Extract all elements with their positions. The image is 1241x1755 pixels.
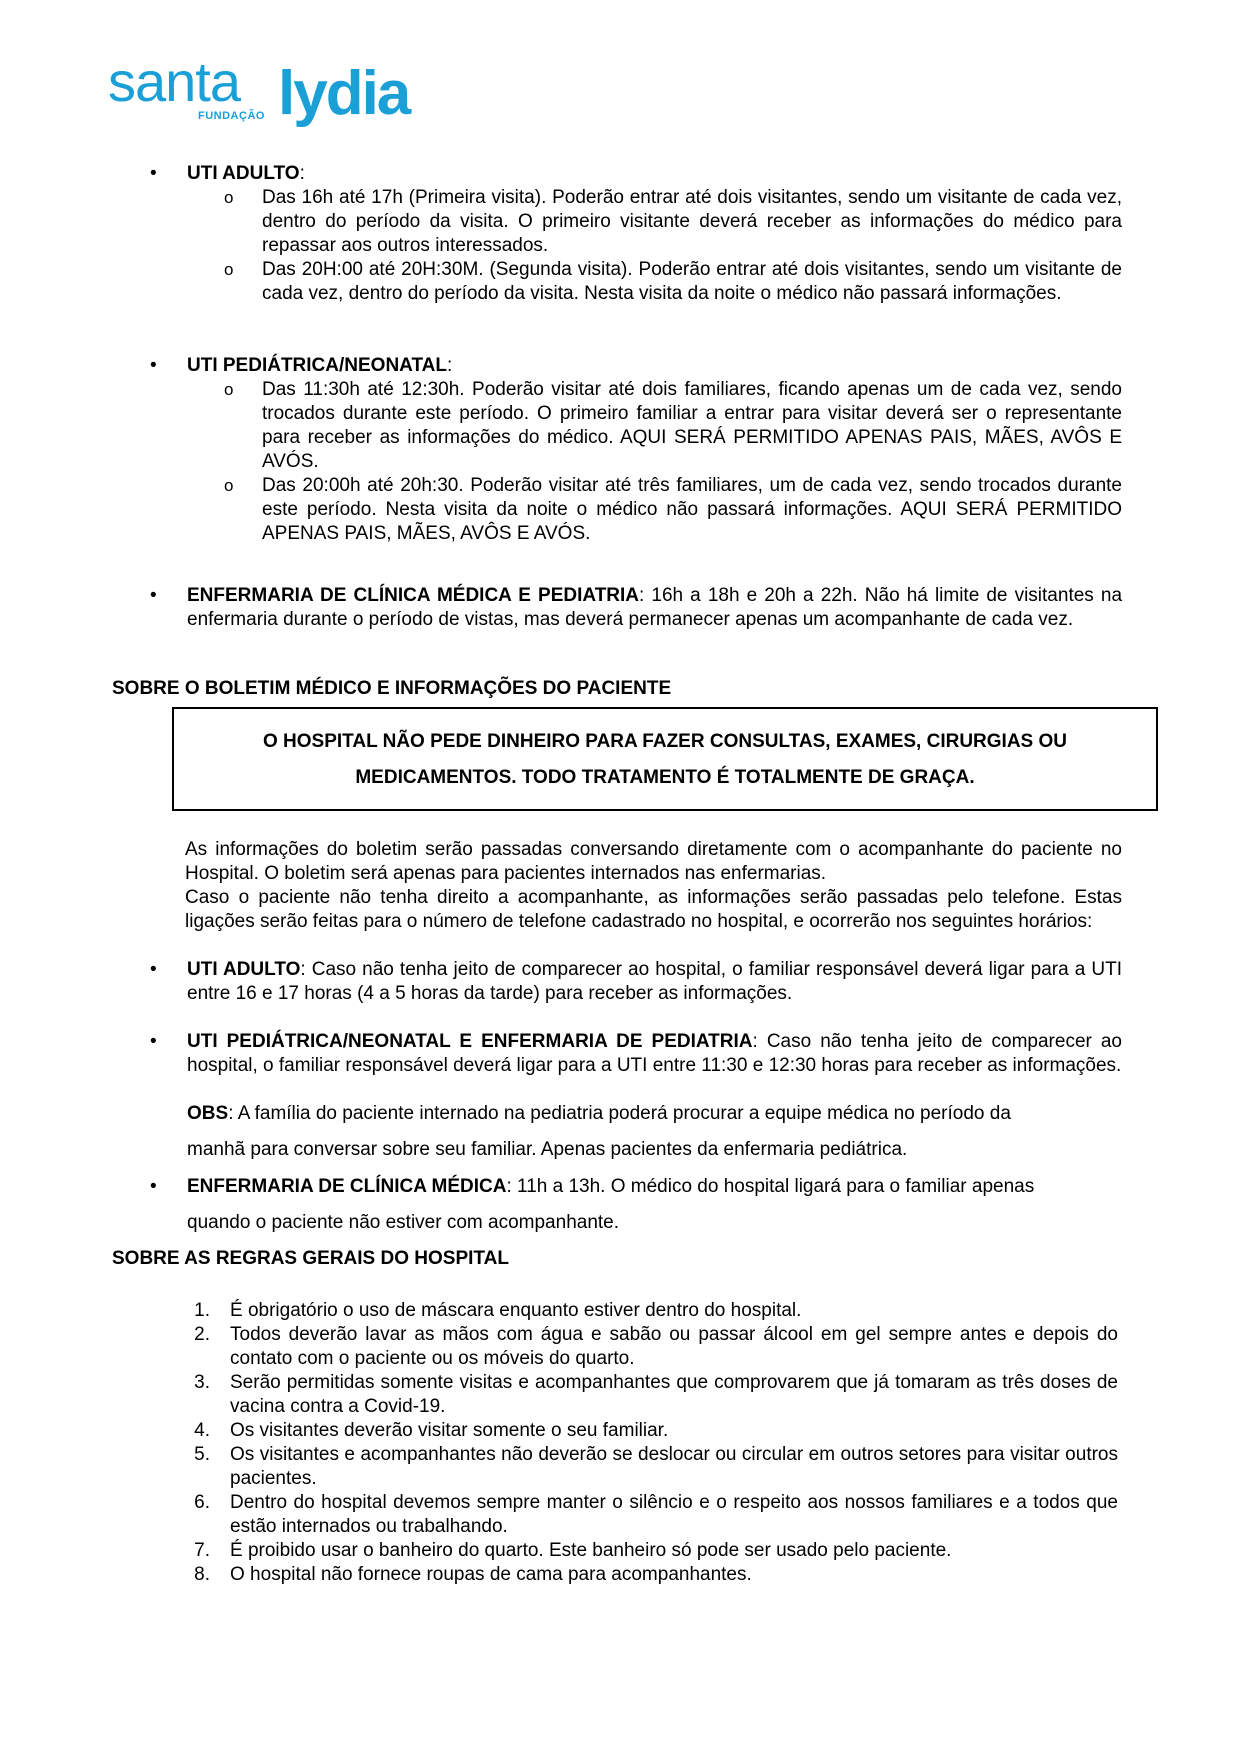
circle-bullet-icon: o <box>224 380 234 399</box>
uti-pediatrica-title: UTI PEDIÁTRICA/NEONATAL <box>187 355 448 376</box>
list-item: É obrigatório o uso de máscara enquanto estiver dentro do hospital. <box>230 1300 802 1321</box>
list-number: 8. <box>194 1564 210 1585</box>
bullet-icon: • <box>150 585 157 606</box>
enfermaria-text: : 16h a 18h e 20h a 22h. Não há limite de visitantes na enfermaria durante o período de vistas, mas deverá permanecer apenas um acompanhante de cada vez. <box>187 585 1123 630</box>
circle-bullet-icon: o <box>224 260 234 279</box>
list-number: 2. <box>194 1324 210 1345</box>
list-number: 7. <box>194 1540 210 1561</box>
regras-heading: SOBRE AS REGRAS GERAIS DO HOSPITAL <box>112 1248 509 1269</box>
santa-lydia-logo <box>108 52 428 132</box>
boletim-uti-pediatrica-title: UTI PEDIÁTRICA/NEONATAL E ENFERMARIA DE PEDIATRIA <box>187 1031 753 1052</box>
boletim-uti-adulto <box>187 958 1122 1006</box>
boletim-intro-2: Caso o paciente não tenha direito a acompanhante, as informações serão passadas pelo telefone. Estas ligações serão feitas para o número de telefone cadastrado no hospital, e ocorrerão nos seguintes horários: <box>185 887 1122 932</box>
uti-pediatrica-suffix: : <box>447 355 453 376</box>
list-item: O hospital não fornece roupas de cama para acompanhantes. <box>230 1564 752 1585</box>
list-number: 5. <box>194 1444 210 1465</box>
list-item: Os visitantes e acompanhantes não deverão se deslocar ou circular em outros setores para visitar outros pacientes. <box>230 1444 1118 1489</box>
notice-line-1: O HOSPITAL NÃO PEDE DINHEIRO PARA FAZER CONSULTAS, EXAMES, CIRURGIAS OU <box>262 731 1068 752</box>
list-item: Dentro do hospital devemos sempre manter o silêncio e o respeito aos nossos familiares e a todos que estão internados ou trabalhando. <box>230 1492 1118 1537</box>
enfermaria-paragraph <box>187 584 1122 632</box>
boletim-obs <box>187 1102 1122 1126</box>
bullet-icon: • <box>150 355 157 376</box>
boletim-uti-pediatrica-text: : Caso não tenha jeito de comparecer ao hospital, o familiar responsável deverá ligar para a UTI entre 11:30 e 12:30 horas para receber as informações. <box>187 1031 1122 1076</box>
boletim-heading: SOBRE O BOLETIM MÉDICO E INFORMAÇÕES DO PACIENTE <box>112 678 672 699</box>
boletim-enfermaria <box>187 1175 1122 1199</box>
uti-adulto-item-2: Das 20H:00 até 20H:30M. (Segunda visita). Poderão entrar até dois visitantes, sendo um visitante de cada vez, dentro do período da visita. Nesta visita da noite o médico não passará informações. <box>262 259 1122 304</box>
uti-adulto-item-1: Das 16h até 17h (Primeira visita). Poderão entrar até dois visitantes, sendo um visitante de cada vez, dentro do período da visita. O primeiro visitante deverá receber as informações do médico para repassar aos outros interessados. <box>262 187 1122 256</box>
list-number: 4. <box>194 1420 210 1441</box>
boletim-obs-line-2: manhã para conversar sobre seu familiar. Apenas pacientes da enfermaria pediátrica. <box>187 1139 908 1160</box>
notice-box <box>172 707 1158 811</box>
logo-lydia: lydia <box>278 59 410 128</box>
boletim-uti-pediatrica <box>187 1030 1122 1078</box>
boletim-uti-adulto-text: : Caso não tenha jeito de comparecer ao hospital, o familiar responsável deverá ligar para a UTI entre 16 e 17 horas (4 a 5 horas da tarde) para receber as informações. <box>187 959 1122 1004</box>
uti-adulto-suffix: : <box>299 163 305 184</box>
uti-pediatrica-item-2: Das 20:00h até 20h:30. Poderão visitar até três familiares, um de cada vez, sendo trocados durante este período. Nesta visita da noite o médico não passará informações. AQUI SERÁ PERMITIDO APENAS PAIS, MÃES, AVÔS E AVÓS. <box>262 475 1122 544</box>
uti-pediatrica-item-1: Das 11:30h até 12:30h. Poderão visitar até dois familiares, ficando apenas um de cada vez, sendo trocados durante este período. O primeiro familiar a entrar para visitar deverá ser o representante para receber as informações do médico. AQUI SERÁ PERMITIDO APENAS PAIS, MÃES, AVÔS E AVÓS. <box>262 379 1122 472</box>
bullet-icon: • <box>150 959 157 980</box>
uti-adulto-heading <box>187 162 1117 186</box>
boletim-enfermaria-line-2: quando o paciente não estiver com acompanhante. <box>187 1212 620 1233</box>
boletim-uti-adulto-title: UTI ADULTO <box>187 959 301 980</box>
boletim-intro-1: As informações do boletim serão passadas conversando diretamente com o acompanhante do paciente no Hospital. O boletim será apenas para pacientes internados nas enfermarias. <box>185 839 1122 884</box>
obs-text: : A família do paciente internado na pediatria poderá procurar a equipe médica no período da <box>228 1103 1011 1124</box>
obs-title: OBS <box>187 1103 229 1124</box>
list-item: Serão permitidas somente visitas e acompanhantes que comprovarem que já tomaram as três doses de vacina contra a Covid-19. <box>230 1372 1118 1417</box>
logo-fundacao: FUNDAÇÃO <box>198 110 265 122</box>
list-number: 1. <box>194 1300 210 1321</box>
uti-pediatrica-heading <box>187 354 1117 378</box>
logo-santa: santa <box>108 50 240 113</box>
bullet-icon: • <box>150 163 157 184</box>
list-item: Todos deverão lavar as mãos com água e sabão ou passar álcool em gel sempre antes e depois do contato com o paciente ou os móveis do quarto. <box>230 1324 1118 1369</box>
list-item: É proibido usar o banheiro do quarto. Este banheiro só pode ser usado pelo paciente. <box>230 1540 952 1561</box>
list-number: 6. <box>194 1492 210 1513</box>
uti-adulto-title: UTI ADULTO <box>187 163 300 184</box>
bullet-icon: • <box>150 1176 157 1197</box>
boletim-enfermaria-text: : 11h a 13h. O médico do hospital ligará para o familiar apenas <box>506 1176 1035 1197</box>
circle-bullet-icon: o <box>224 188 234 207</box>
boletim-enfermaria-title: ENFERMARIA DE CLÍNICA MÉDICA <box>187 1176 507 1197</box>
circle-bullet-icon: o <box>224 476 234 495</box>
notice-line-2: MEDICAMENTOS. TODO TRATAMENTO É TOTALMENTE DE GRAÇA. <box>355 767 975 788</box>
list-item: Os visitantes deverão visitar somente o seu familiar. <box>230 1420 669 1441</box>
bullet-icon: • <box>150 1031 157 1052</box>
list-number: 3. <box>194 1372 210 1393</box>
enfermaria-title: ENFERMARIA DE CLÍNICA MÉDICA E PEDIATRIA <box>187 585 640 606</box>
